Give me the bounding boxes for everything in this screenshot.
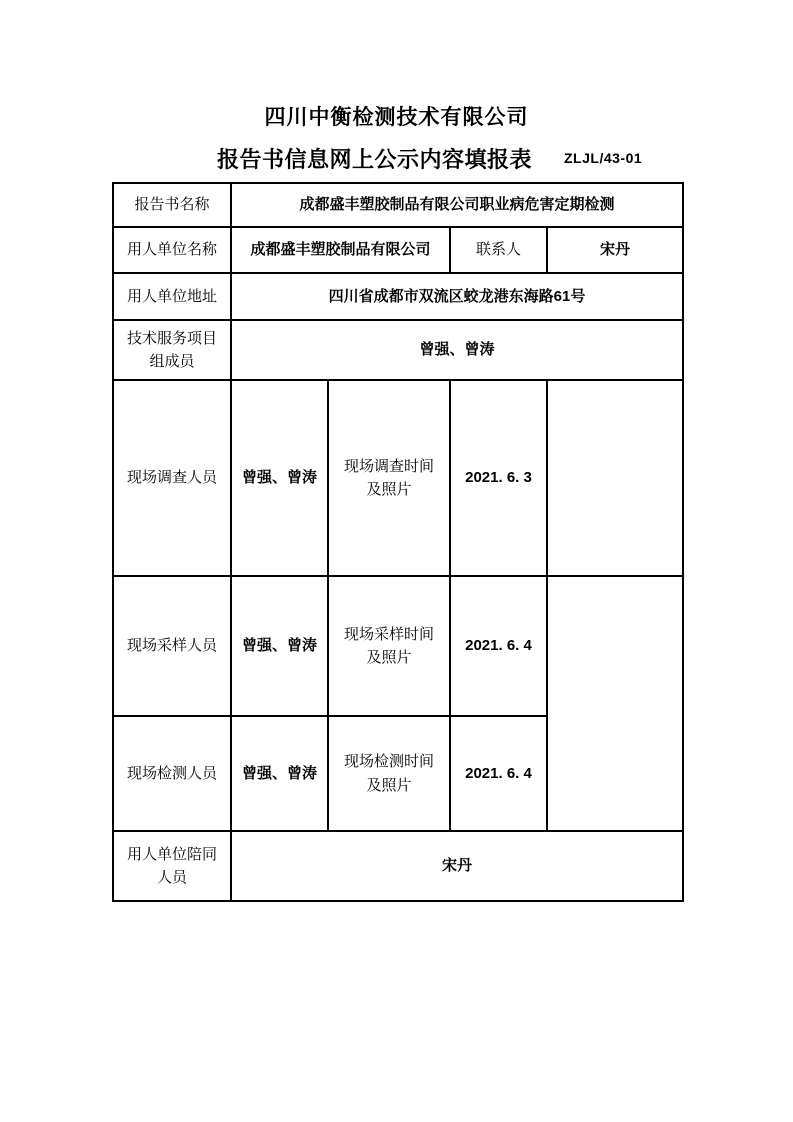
testing-label-cell [113, 716, 231, 831]
escort-label-cell [113, 831, 231, 901]
company-title: 四川中衡检测技术有限公司 [264, 106, 529, 129]
sampling-time-photo-label: 现场采样时间及照片 [343, 625, 434, 666]
report-name-label: 报告书名称 [134, 196, 210, 214]
employer-name-value: 成都盛丰塑胶制品有限公司 [250, 241, 431, 259]
form-title: 报告书信息网上公示内容填报表 [217, 147, 533, 172]
employer-address-label: 用人单位地址 [126, 287, 217, 305]
form-code: ZLJL/43-01 [564, 150, 643, 166]
employer-name-label-cell [113, 227, 231, 273]
row-report-name [113, 183, 683, 227]
sampling-label-cell [113, 576, 231, 716]
employer-address-label-cell [113, 273, 231, 320]
sampling-label: 现场采样人员 [126, 637, 217, 655]
escort-label: 用人单位陪同人员 [126, 845, 217, 886]
project-team-value: 曾强、曾涛 [419, 341, 495, 359]
survey-date: 2021. 6. 3 [465, 469, 532, 487]
row-employer-name [113, 227, 683, 273]
escort-value-cell [231, 831, 683, 901]
testing-label: 现场检测人员 [126, 764, 217, 782]
contact-name: 宋丹 [600, 241, 631, 259]
survey-label-cell [113, 380, 231, 576]
testing-persons-cell [231, 716, 328, 831]
sampling-persons-cell [231, 576, 328, 716]
survey-photo-cell [547, 380, 683, 576]
row-site-sampling [113, 576, 683, 716]
survey-date-cell [450, 380, 547, 576]
report-name-value-cell [231, 183, 683, 227]
report-name-label-cell [113, 183, 231, 227]
survey-label: 现场调查人员 [126, 469, 217, 487]
employer-name-value-cell [231, 227, 450, 273]
testing-time-photo-label: 现场检测时间及照片 [343, 753, 434, 794]
contact-label: 联系人 [475, 241, 521, 259]
project-team-label: 技术服务项目组成员 [126, 329, 217, 370]
survey-persons: 曾强、曾涛 [241, 469, 317, 487]
report-name-value: 成都盛丰塑胶制品有限公司职业病危害定期检测 [299, 196, 615, 214]
survey-time-photo-label-cell [328, 380, 450, 576]
row-employer-address [113, 273, 683, 320]
project-team-value-cell [231, 320, 683, 380]
sampling-time-photo-label-cell [328, 576, 450, 716]
project-team-label-cell [113, 320, 231, 380]
testing-time-photo-label-cell [328, 716, 450, 831]
employer-name-label: 用人单位名称 [126, 241, 217, 259]
row-project-team [113, 320, 683, 380]
sampling-date: 2021. 6. 4 [465, 637, 532, 655]
row-escort [113, 831, 683, 901]
sampling-testing-photo-cell [547, 576, 683, 831]
survey-time-photo-label: 现场调查时间及照片 [343, 457, 434, 498]
report-publicity-table [112, 182, 684, 902]
contact-label-cell [450, 227, 547, 273]
escort-value: 宋丹 [442, 857, 473, 875]
testing-date-cell [450, 716, 547, 831]
contact-name-cell [547, 227, 683, 273]
sampling-persons: 曾强、曾涛 [241, 637, 317, 655]
sampling-date-cell [450, 576, 547, 716]
row-site-survey [113, 380, 683, 576]
survey-persons-cell [231, 380, 328, 576]
testing-persons: 曾强、曾涛 [241, 764, 317, 782]
employer-address-value: 四川省成都市双流区蛟龙港东海路61号 [328, 287, 586, 305]
testing-date: 2021. 6. 4 [465, 764, 532, 782]
employer-address-value-cell [231, 273, 683, 320]
